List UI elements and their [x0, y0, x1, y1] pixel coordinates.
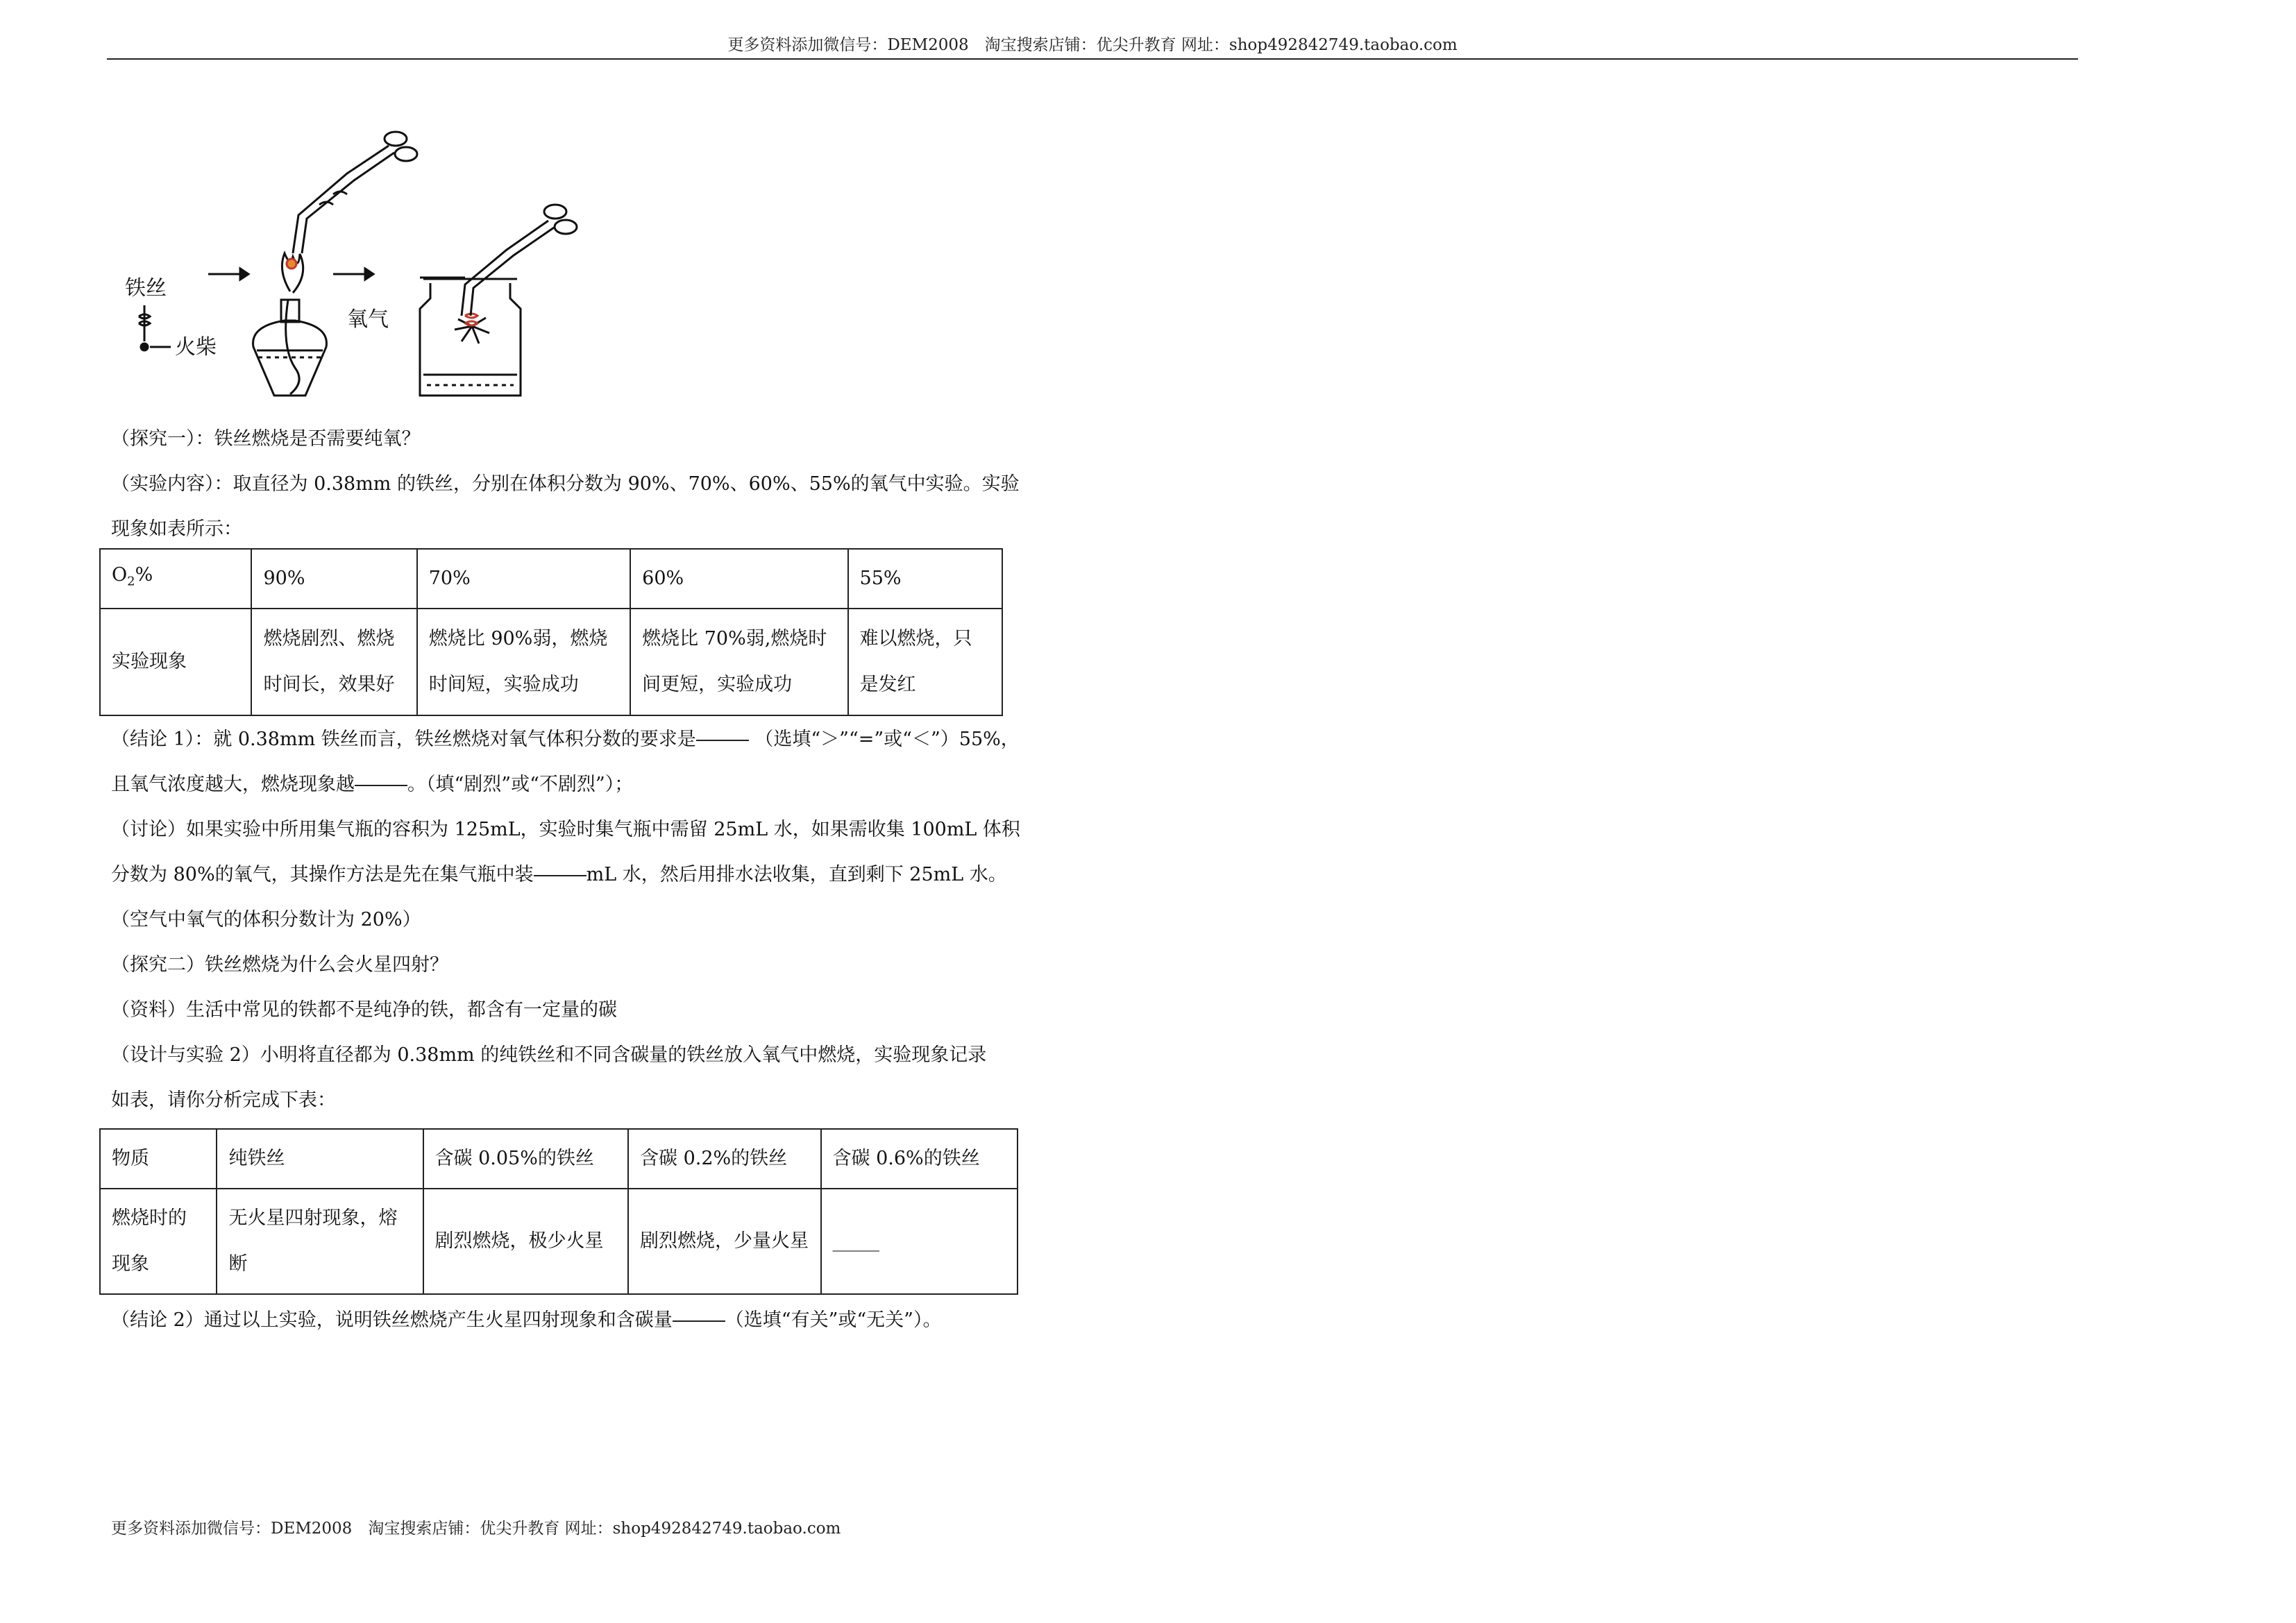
design-line-1: （设计与实验 2）小明将直径都为 0.38mm 的纯铁丝和不同含碳量的铁丝放入氧气中燃烧，实验现象记录 [111, 1044, 987, 1066]
material-line: （资料）生活中常见的铁都不是纯净的铁，都含有一定量的碳 [111, 999, 617, 1021]
discuss-line-3: （空气中氧气的体积分数计为 20%） [111, 909, 421, 931]
page-footer: 更多资料添加微信号：DEM2008 淘宝搜索店铺：优尖升教育 网址：shop492842749.taobao.com [111, 1520, 841, 1538]
crucible-tongs-1 [293, 132, 417, 253]
answer-blank[interactable] [534, 875, 586, 876]
experiment-figure [111, 118, 583, 409]
col-header: 纯铁丝 [217, 1129, 423, 1189]
conclusion1-line-1: （结论 1）：就 0.38mm 铁丝而言，铁丝燃烧对氧气体积分数的要求是 （选填“＞”“=”或“＜”）55%， [111, 729, 1020, 750]
crucible-tongs-2 [462, 205, 577, 316]
answer-blank[interactable] [673, 1320, 725, 1322]
o2-header-cell: $O_2\%$ [100, 549, 251, 609]
answer-blank[interactable] [355, 785, 407, 786]
alcohol-lamp [253, 300, 327, 396]
table-cell: 难以燃烧，只是发红 [848, 609, 1002, 715]
arrow-1 [208, 269, 248, 280]
oxygen-table [99, 548, 1003, 716]
table-cell: 燃烧剧烈、燃烧时间长，效果好 [251, 609, 416, 715]
answer-blank[interactable] [696, 740, 749, 741]
conclusion2-line: （结论 2）通过以上实验，说明铁丝燃烧产生火星四射现象和含碳量 （选填“有关”或“无关”）。 [111, 1309, 942, 1331]
col-header: 含碳 0.2%的铁丝 [628, 1129, 821, 1189]
arrow-2 [333, 269, 373, 280]
label-oxygen: 氧气 [347, 308, 389, 331]
page-header: 更多资料添加微信号：DEM2008 淘宝搜索店铺：优尖升教育 网址：shop492842749.taobao.com [727, 36, 1458, 54]
table-cell: 剧烈燃烧，极少火星 [423, 1189, 629, 1294]
row-label: 燃烧时的现象 [100, 1189, 217, 1294]
table-cell: 燃烧比 70%弱,燃烧时间更短，实验成功 [630, 609, 847, 715]
design-line-2: 如表，请你分析完成下表： [111, 1089, 336, 1111]
col-header: 物质 [100, 1129, 217, 1189]
col-header: 含碳 0.6%的铁丝 [821, 1129, 1018, 1189]
table-cell: 无火星四射现象，熔断 [217, 1189, 423, 1294]
table-cell: 剧烈燃烧，少量火星 [628, 1189, 821, 1294]
table-cell: 燃烧比 90%弱，燃烧时间短，实验成功 [417, 609, 630, 715]
discuss-line-1: （讨论）如果实验中所用集气瓶的容积为 125mL，实验时集气瓶中需留 25mL 水，如果需收集 100mL 体积 [111, 819, 1020, 840]
flame [282, 253, 303, 293]
explore1-heading: （探究一）：铁丝燃烧是否需要纯氧？ [111, 428, 421, 450]
col-header: 55% [848, 549, 1002, 609]
row-label: 实验现象 [100, 609, 251, 715]
col-header: 含碳 0.05%的铁丝 [423, 1129, 629, 1189]
carbon-table [99, 1128, 1018, 1295]
col-header: 90% [251, 549, 416, 609]
col-header: 70% [417, 549, 630, 609]
content-line-2: 现象如表所示： [111, 518, 242, 540]
discuss-line-2: 分数为 80%的氧气，其操作方法是先在集气瓶中装 mL 水，然后用排水法收集，直到剩下 25mL 水。 [111, 864, 1007, 885]
label-match: 火柴 [175, 336, 217, 359]
answer-cell[interactable]: _____ [821, 1189, 1018, 1294]
label-wire: 铁丝 [125, 277, 167, 300]
header-divider [107, 58, 2078, 60]
iron-wire-sketch [139, 305, 171, 350]
gas-jar [420, 278, 521, 396]
col-header: 60% [630, 549, 847, 609]
explore2-heading: （探究二）铁丝燃烧为什么会火星四射？ [111, 954, 448, 976]
content-line-1: （实验内容）：取直径为 0.38mm 的铁丝，分别在体积分数为 90%、70%、60%、55%的氧气中实验。实验 [111, 473, 1020, 495]
conclusion1-line-2: 且氧气浓度越大，燃烧现象越 。（填“剧烈”或“不剧烈”）； [111, 774, 634, 795]
